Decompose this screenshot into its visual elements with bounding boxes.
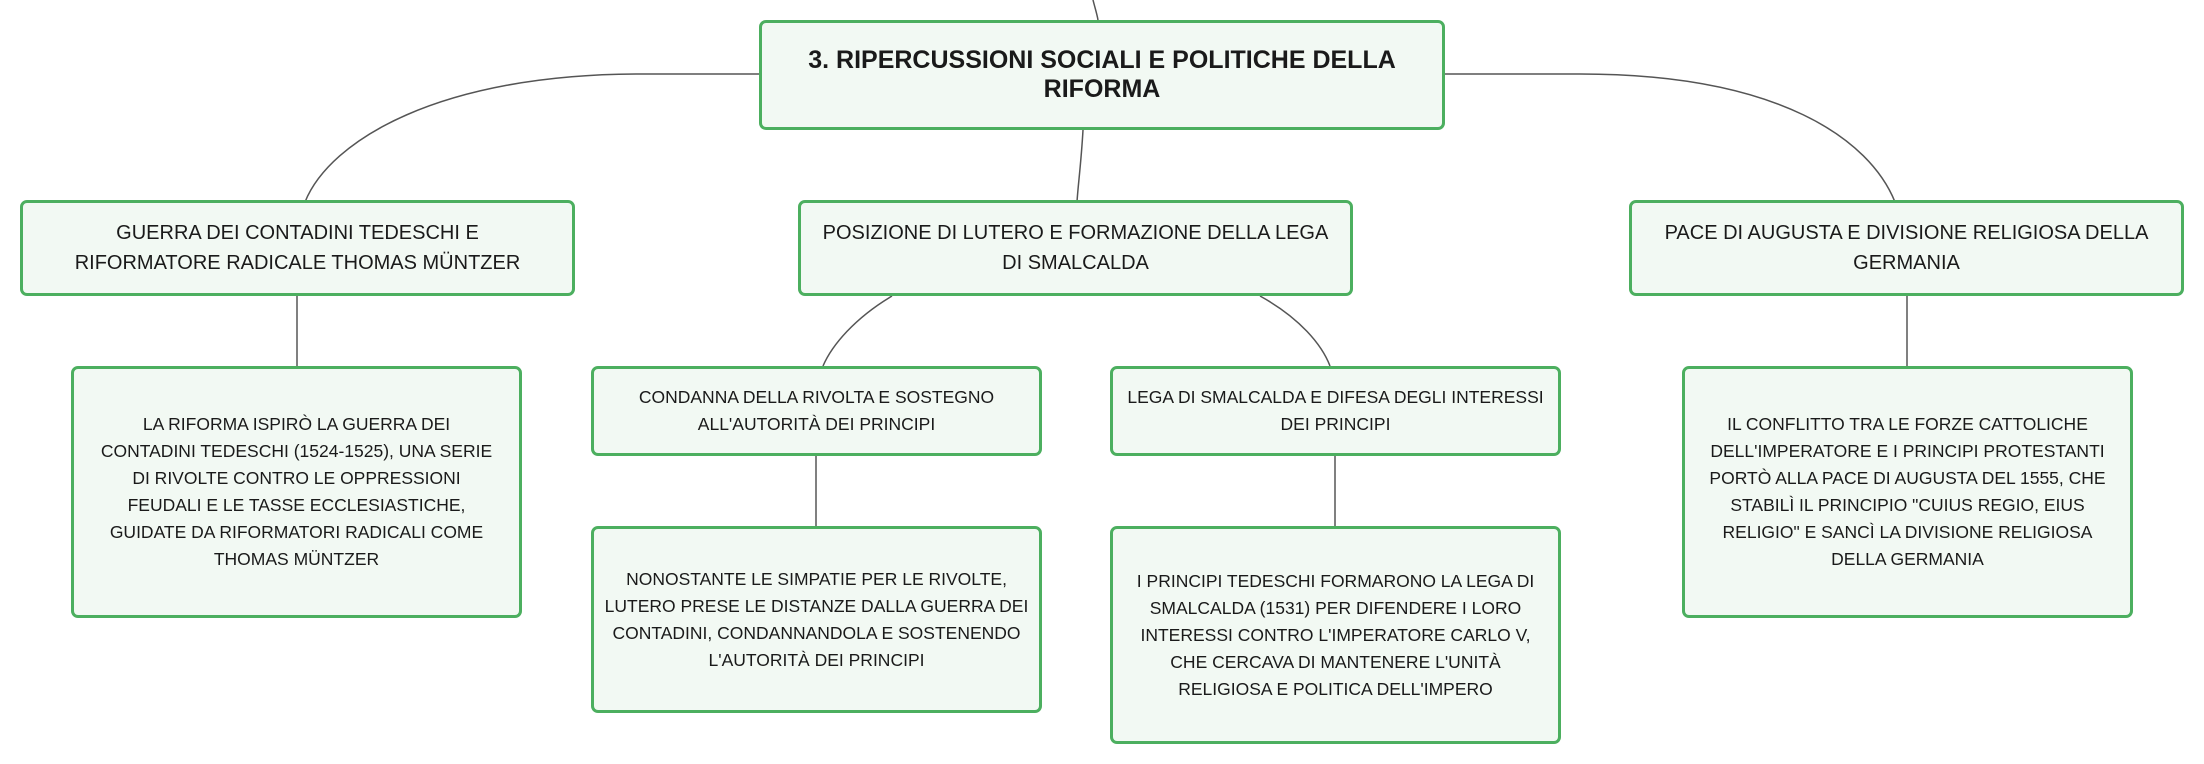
sub-schmalkaldic-league[interactable] [1110, 366, 1561, 456]
connector-root-branch-2 [1077, 130, 1083, 202]
leaf-text: IL CONFLITTO TRA LE FORZE CATTOLICHE DELL'IMPERATORE E I PRINCIPI PROTESTANTI PORTÒ ALLA PACE DI AUGUSTA DEL 1555, CHE STABILÌ IL PRINCIPIO "CUIUS REGIO, EIUS RELIGIO" E SANCÌ LA DIVISIONE RELIGIOSA DELLA GERMANIA [1709, 414, 2106, 569]
branch-title: POSIZIONE DI LUTERO E FORMAZIONE DELLA LEGA DI SMALCALDA [822, 222, 1329, 274]
branch-peasants-war[interactable] [20, 200, 575, 296]
branch-peace-augsburg[interactable] [1629, 200, 2184, 296]
leaf-peasants-war[interactable] [71, 366, 522, 618]
sub-condemnation[interactable] [591, 366, 1042, 456]
connector-root-branch-3 [1445, 74, 1895, 202]
leaf-luther-distance[interactable] [591, 526, 1042, 713]
leaf-schmalkaldic-league[interactable] [1110, 526, 1561, 744]
leaf-text: LA RIFORMA ISPIRÒ LA GUERRA DEI CONTADINI TEDESCHI (1524-1525), UNA SERIE DI RIVOLTE CONTRO LE OPPRESSIONI FEUDALI E LE TASSE ECCLESIASTICHE, GUIDATE DA RIFORMATORI RADICALI COME THOMAS MÜNTZER [100, 414, 493, 569]
branch-luther-schmalkaldic[interactable] [798, 200, 1353, 296]
connector-branch-2-sub-2 [1260, 296, 1330, 366]
root-title: 3. RIPERCUSSIONI SOCIALI E POLITICHE DELLA RIFORMA [808, 46, 1396, 103]
connector-root-branch-1 [305, 74, 759, 202]
connector-branch-2-sub-1 [823, 296, 892, 366]
sub-title: CONDANNA DELLA RIVOLTA E SOSTEGNO ALL'AUTORITÀ DEI PRINCIPI [638, 387, 995, 434]
leaf-peace-augsburg[interactable] [1682, 366, 2133, 618]
leaf-text: NONOSTANTE LE SIMPATIE PER LE RIVOLTE, LUTERO PRESE LE DISTANZE DALLA GUERRA DEI CONTADINI, CONDANNANDOLA E SOSTENENDO L'AUTORITÀ DEI PRINCIPI [604, 568, 1029, 670]
branch-title: GUERRA DEI CONTADINI TEDESCHI E RIFORMATORE RADICALE THOMAS MÜNTZER [74, 222, 521, 274]
branch-title: PACE DI AUGUSTA E DIVISIONE RELIGIOSA DELLA GERMANIA [1664, 222, 2149, 274]
sub-title: LEGA DI SMALCALDA E DIFESA DEGLI INTERESSI DEI PRINCIPI [1127, 387, 1544, 434]
leaf-text: I PRINCIPI TEDESCHI FORMARONO LA LEGA DI SMALCALDA (1531) PER DIFENDERE I LORO INTERESSI CONTRO L'IMPERATORE CARLO V, CHE CERCAVA DI MANTENERE L'UNITÀ RELIGIOSA E POLITICA DELL'IMPERO [1136, 570, 1535, 699]
root-node[interactable] [759, 20, 1445, 130]
connector-top-stub [1093, 0, 1098, 20]
